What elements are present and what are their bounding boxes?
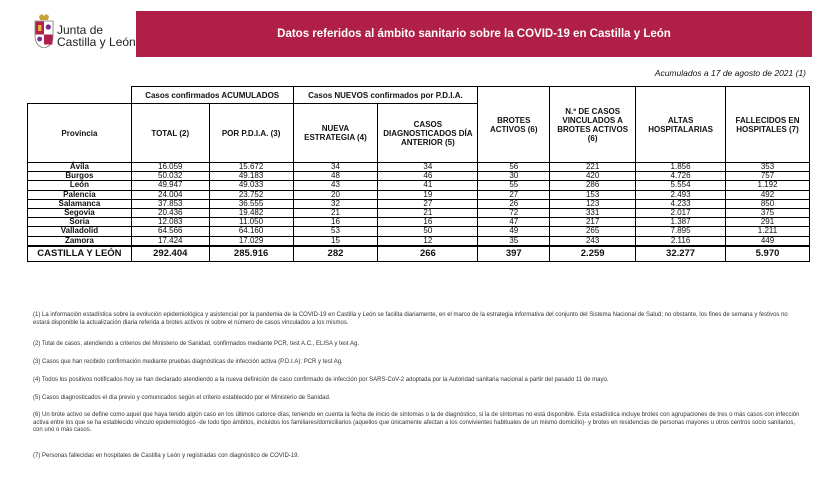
cell-nueva-estrategia: 16 (293, 218, 378, 227)
cell-altas: 4.233 (636, 199, 726, 208)
header-provincia: Provincia (28, 104, 132, 163)
cell-brotes: 56 (478, 163, 550, 172)
cell-altas: 2.017 (636, 209, 726, 218)
cell-diagnosticados: 27 (378, 199, 478, 208)
cell-diagnosticados: 21 (378, 209, 478, 218)
cell-provincia: Soria (28, 218, 132, 227)
total-cell-pdia: 285.916 (209, 246, 293, 262)
cell-nueva-estrategia: 53 (293, 227, 378, 236)
total-cell-vinculados: 2.259 (550, 246, 636, 262)
empty-header-cell (28, 87, 132, 104)
page-title-banner (136, 11, 812, 57)
table-row (28, 218, 810, 227)
cell-diagnosticados: 46 (378, 172, 478, 181)
total-cell-fallecidos: 5.970 (726, 246, 810, 262)
cell-brotes: 26 (478, 199, 550, 208)
cell-vinculados: 153 (550, 190, 636, 199)
cell-pdia: 19.482 (209, 209, 293, 218)
cell-total: 64.566 (131, 227, 209, 236)
footnote-2: (2) Total de casos, atendiendo a criterios del Ministerio de Sanidad, confirmados mediante PCR, test A.C., ELISA y test Ag. (33, 341, 360, 347)
footnote-1: (1) La información estadística sobre la evolución epidemiológica y asistencial por la pandemia de la COVID-19 en Castilla y León se facilita diariamente, en el marco de la estrategia informativa del conjunto del Sistema Nacional de Salud; no obstante, los fines de semana y festivos no estará disponible la actualización diaria referida a brotes activos ni sobre el número de casos vinculados a los mismos. (33, 312, 788, 326)
header-altas: ALTAS HOSPITALARIAS (636, 87, 726, 163)
cell-fallecidos: 757 (726, 172, 810, 181)
cell-provincia: Zamora (28, 236, 132, 246)
cell-provincia: Valladolid (28, 227, 132, 236)
cell-brotes: 47 (478, 218, 550, 227)
cell-nueva-estrategia: 32 (293, 199, 378, 208)
table-row (28, 236, 810, 246)
footnote-4: (4) Todos los positivos notificados hoy se han declarado atendiendo a la nueva definición de caso confirmado de infección por SARS-CoV-2 adoptada por la Autoridad sanitaria nacional a partir del pasado 11 de mayo. (33, 377, 609, 383)
cell-brotes: 49 (478, 227, 550, 236)
table-row (28, 227, 810, 236)
cell-diagnosticados: 12 (378, 236, 478, 246)
cell-altas: 1.387 (636, 218, 726, 227)
header-brotes: BROTES ACTIVOS (6) (478, 87, 550, 163)
logo-line-2: Castilla y León (57, 35, 136, 49)
cell-fallecidos: 353 (726, 163, 810, 172)
group-header-nuevos: Casos NUEVOS confirmados por P.D.I.A. (293, 87, 478, 104)
cell-brotes: 30 (478, 172, 550, 181)
cell-diagnosticados: 50 (378, 227, 478, 236)
cell-brotes: 72 (478, 209, 550, 218)
cell-vinculados: 265 (550, 227, 636, 236)
cell-diagnosticados: 19 (378, 190, 478, 199)
footnote-3: (3) Casos que han recibido confirmación mediante pruebas diagnósticas de infección activa (P.D.I.A): PCR y test Ag. (33, 359, 343, 365)
cell-fallecidos: 449 (726, 236, 810, 246)
cell-brotes: 27 (478, 190, 550, 199)
total-cell-diagnosticados: 266 (378, 246, 478, 262)
cell-nueva-estrategia: 43 (293, 181, 378, 190)
cell-altas: 2.116 (636, 236, 726, 246)
total-row (28, 246, 810, 262)
cell-fallecidos: 375 (726, 209, 810, 218)
cell-pdia: 49.033 (209, 181, 293, 190)
cell-nueva-estrategia: 48 (293, 172, 378, 181)
cell-vinculados: 420 (550, 172, 636, 181)
cell-total: 50.032 (131, 172, 209, 181)
header-pdia: POR P.D.I.A. (3) (209, 104, 293, 163)
total-cell-provincia: CASTILLA Y LEÓN (28, 246, 132, 262)
cell-vinculados: 221 (550, 163, 636, 172)
cell-diagnosticados: 34 (378, 163, 478, 172)
cell-provincia: Segovia (28, 209, 132, 218)
table-row (28, 209, 810, 218)
cell-altas: 1.856 (636, 163, 726, 172)
cell-pdia: 17.029 (209, 236, 293, 246)
cell-total: 17.424 (131, 236, 209, 246)
cell-total: 37.853 (131, 199, 209, 208)
header-nueva-estrategia: NUEVA ESTRATEGIA (4) (293, 104, 378, 163)
cell-total: 12.083 (131, 218, 209, 227)
date-note: Acumulados a 17 de agosto de 2021 (1) (654, 68, 806, 78)
total-cell-brotes: 397 (478, 246, 550, 262)
cell-pdia: 15.672 (209, 163, 293, 172)
cell-pdia: 49.183 (209, 172, 293, 181)
cell-altas: 2.493 (636, 190, 726, 199)
cell-fallecidos: 1.211 (726, 227, 810, 236)
cell-pdia: 36.555 (209, 199, 293, 208)
cell-total: 16.059 (131, 163, 209, 172)
header-vinculados: N.º DE CASOS VINCULADOS A BROTES ACTIVOS (6) (550, 87, 636, 163)
cell-provincia: León (28, 181, 132, 190)
cell-nueva-estrategia: 21 (293, 209, 378, 218)
cell-total: 24.004 (131, 190, 209, 199)
covid-data-table (27, 86, 810, 262)
table-row (28, 190, 810, 199)
cell-vinculados: 123 (550, 199, 636, 208)
cell-provincia: Salamanca (28, 199, 132, 208)
table-body (28, 163, 810, 262)
cell-provincia: Palencia (28, 190, 132, 199)
page-title: Datos referidos al ámbito sanitario sobre la COVID-19 en Castilla y León (277, 28, 671, 40)
cell-vinculados: 217 (550, 218, 636, 227)
total-cell-total: 292.404 (131, 246, 209, 262)
cell-altas: 4.726 (636, 172, 726, 181)
table-row (28, 172, 810, 181)
cell-vinculados: 286 (550, 181, 636, 190)
cell-nueva-estrategia: 34 (293, 163, 378, 172)
cell-fallecidos: 492 (726, 190, 810, 199)
total-cell-nueva-estrategia: 282 (293, 246, 378, 262)
total-cell-altas: 32.277 (636, 246, 726, 262)
cell-pdia: 23.752 (209, 190, 293, 199)
cell-fallecidos: 850 (726, 199, 810, 208)
footnote-5: (5) Casos diagnosticados el día previo y comunicados según el criterio establecido por el Ministerio de Sanidad. (33, 395, 331, 401)
logo-line-1: Junta de (57, 23, 104, 37)
cell-pdia: 64.160 (209, 227, 293, 236)
cell-diagnosticados: 41 (378, 181, 478, 190)
cell-brotes: 35 (478, 236, 550, 246)
cell-nueva-estrategia: 20 (293, 190, 378, 199)
footnote-7: (7) Personas fallecidas en hospitales de Castilla y León y registradas con diagnóstico de COVID-19. (33, 453, 300, 459)
cell-total: 49.947 (131, 181, 209, 190)
junta-logo (33, 12, 136, 62)
group-header-acumulados: Casos confirmados ACUMULADOS (131, 87, 293, 104)
table-row (28, 199, 810, 208)
cell-vinculados: 243 (550, 236, 636, 246)
cell-fallecidos: 1.192 (726, 181, 810, 190)
header-total: TOTAL (2) (131, 104, 209, 163)
cell-altas: 5.554 (636, 181, 726, 190)
cell-provincia: Ávila (28, 163, 132, 172)
cell-diagnosticados: 16 (378, 218, 478, 227)
header-diagnosticados: CASOS DIAGNOSTICADOS DÍA ANTERIOR (5) (378, 104, 478, 163)
coat-of-arms-icon (33, 14, 55, 48)
cell-total: 20.436 (131, 209, 209, 218)
cell-nueva-estrategia: 15 (293, 236, 378, 246)
cell-pdia: 11.050 (209, 218, 293, 227)
table-row (28, 181, 810, 190)
header-fallecidos: FALLECIDOS EN HOSPITALES (7) (726, 87, 810, 163)
cell-brotes: 55 (478, 181, 550, 190)
cell-altas: 7.895 (636, 227, 726, 236)
footnote-6: (6) Un brote activo se define como aquel que haya tenido algún caso en los últimos catorce días, teniendo en cuenta la fecha de inicio de síntomas o la de diagnóstico, si la de síntomas no está disponible. Esta estadística incluye brotes con agrupaciones de tres o más casos con infección activa entre los que se ha establecido vínculo epidemiológico -de todo tipo ámbitos, incluidos los familiares/domiciliarios (aquellos que únicamente afectan a los convivientes habituales de un mismo domicilio)- y brotes en residencias de personas mayores u otros centros socio sanitarios, con uno o más casos. (33, 412, 800, 434)
cell-provincia: Burgos (28, 172, 132, 181)
cell-vinculados: 331 (550, 209, 636, 218)
table-row (28, 163, 810, 172)
cell-fallecidos: 291 (726, 218, 810, 227)
